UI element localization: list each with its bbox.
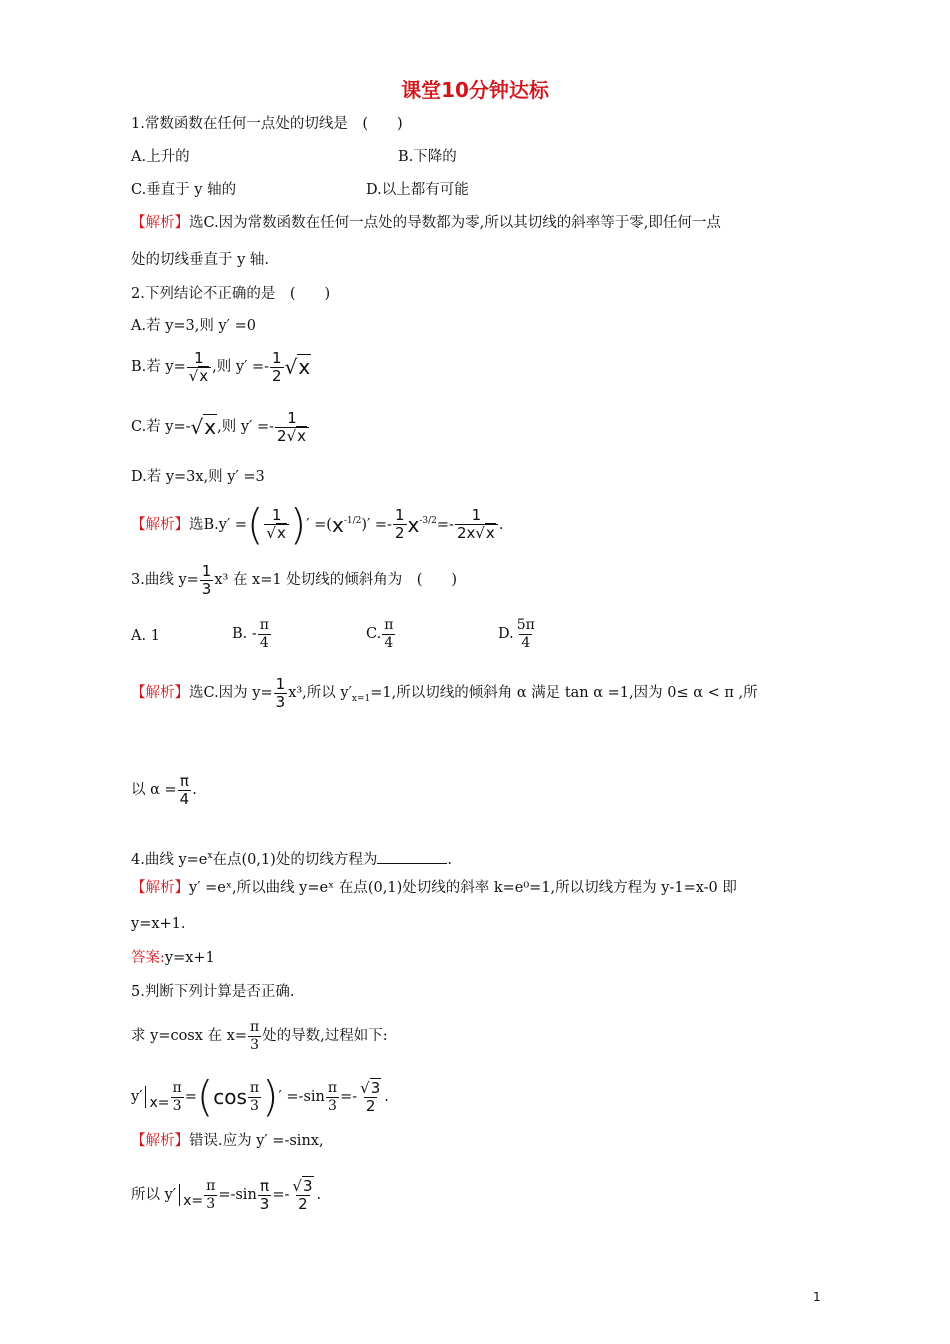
q5-solution: 【解析】错误.应为 y′ =-sinx, [131, 1133, 324, 1149]
q1-option-c: C.垂直于 y 轴的 [131, 182, 237, 198]
q1-option-d: D.以上都有可能 [366, 182, 469, 198]
fraction: $\frac{\pi}{4}$ [259, 616, 269, 651]
q2-option-d: D.若 y=3x,则 y′ =3 [131, 469, 265, 485]
fraction: $\frac{\pi}{4}$ [384, 616, 394, 651]
page-title: 课堂10分钟达标 [401, 78, 549, 102]
fraction: $\frac{5\pi}{4}$ [516, 616, 535, 651]
q5-line2: 求 y=cosx 在 x= $\frac{\pi}{3}$ 处的导数,过程如下: [131, 1018, 388, 1053]
q5-stem: 5.判断下列计算是否正确. [131, 984, 295, 1000]
solution-tag: 【解析】 [131, 215, 189, 231]
q2-option-b: B.若 y= $\frac{1}{√x}$ ,则 y′ =- $\frac{1}{2}$ √x [131, 348, 311, 385]
q4-solution-line2: y=x+1. [131, 916, 186, 932]
q2-option-c: C.若 y=-√x,则 y′ =- $\frac{1}{2√x}$ [131, 408, 310, 446]
q1-option-b: B.下降的 [398, 149, 457, 165]
q3-option-d: D. $\frac{5\pi}{4}$ [498, 616, 535, 651]
fraction: $\frac{1}{3}$ [275, 674, 286, 711]
answer-tag: 答案: [131, 950, 165, 966]
solution-tag: 【解析】 [131, 880, 189, 896]
q2-stem: 2.下列结论不正确的是 ( ) [131, 286, 331, 302]
q1-solution-text: 选C.因为常数函数在任何一点处的导数都为零,所以其切线的斜率等于零,即任何一点 [189, 215, 721, 231]
q3-solution: 【解析】选C.因为 y= $\frac{1}{3}$ x³,所以 $y'_{x=1}=1$,所以切线的倾斜角 α 满足 tan α =1,因为 0≤ α < π ,所 [131, 674, 758, 711]
solution-tag: 【解析】 [131, 685, 189, 701]
fraction: $\frac{\pi}{4}$ [179, 771, 190, 808]
fraction: $\frac{1}{2√x}$ [275, 410, 309, 445]
page-number: 1 [813, 1290, 821, 1304]
solution-tag: 【解析】 [131, 516, 189, 533]
q2-option-a: A.若 y=3,则 y′ =0 [131, 318, 256, 334]
fraction: $\frac{1}{2x√x}$ [455, 507, 498, 542]
fraction: $\frac{1}{2}$ [272, 348, 282, 385]
solution-tag: 【解析】 [131, 1133, 189, 1149]
fraction: $\frac{\pi}{3}$ [206, 1177, 216, 1212]
fraction: $\frac{1}{2}$ [394, 506, 405, 543]
q4-stem: 4.曲线 $y=e^x$在点(0,1)处的切线方程为 . [131, 846, 452, 870]
fraction: $\frac{\pi}{3}$ [327, 1079, 338, 1114]
q1-stem: 1.常数函数在任何一点处的切线是 ( ) [131, 116, 403, 132]
q3-option-b: B. - $\frac{\pi}{4}$ [232, 616, 269, 651]
fraction: $\frac{\pi}{3}$ [249, 1079, 260, 1114]
q3-solution-line2: 以 α = $\frac{\pi}{4}$ . [131, 771, 197, 808]
q3-option-c: C. $\frac{\pi}{4}$ [366, 616, 394, 651]
fraction: $\frac{1}{√x}$ [187, 350, 211, 385]
fraction: $\frac{\pi}{3}$ [172, 1079, 182, 1114]
q4-solution: 【解析】y′ =eˣ,所以曲线 y=eˣ 在点(0,1)处切线的斜率 k=e⁰=1,所以切线方程为 y-1=x-0 即 [131, 880, 737, 896]
fraction: $\frac{1}{√x}$ [264, 507, 288, 542]
fraction: $\frac{\pi}{3}$ [249, 1018, 260, 1053]
fraction: $\frac{1}{3}$ [201, 561, 212, 598]
q4-answer: 答案:y=x+1 [131, 950, 215, 966]
q5-line3: y′ x= $\frac{\pi}{3}$ =(cos $\frac{\pi}{3}$ )′ =-sin $\frac{\pi}{3}$ =- $\frac{√3}{2}$ . [131, 1072, 389, 1121]
q3-stem: 3.曲线 y= $\frac{1}{3}$ x³ 在 x=1 处切线的倾斜角为 ( ) [131, 561, 458, 598]
fraction: $\frac{\pi}{3}$ [259, 1176, 270, 1213]
answer-blank [377, 849, 447, 864]
q1-option-a: A.上升的 [131, 149, 190, 165]
q1-solution-line2: 处的切线垂直于 y 轴. [131, 252, 270, 268]
fraction: $\frac{√3}{2}$ [292, 1176, 313, 1213]
fraction: $\frac{√3}{2}$ [360, 1078, 381, 1115]
q3-option-a: A. 1 [131, 628, 160, 644]
q2-solution: 【解析】选B.y′ =( $\frac{1}{√x}$ )′ $=(x^{-1/2})'$ =- $\frac{1}{2}$ $x^{-3/2}=-$ $\frac{1}{2x√x}$ . [131, 499, 504, 549]
q1-solution [131, 213, 721, 233]
q5-solution-line2: 所以 y′ x= $\frac{\pi}{3}$ =-sin $\frac{\pi}{3}$ =- $\frac{√3}{2}$ . [131, 1176, 322, 1213]
